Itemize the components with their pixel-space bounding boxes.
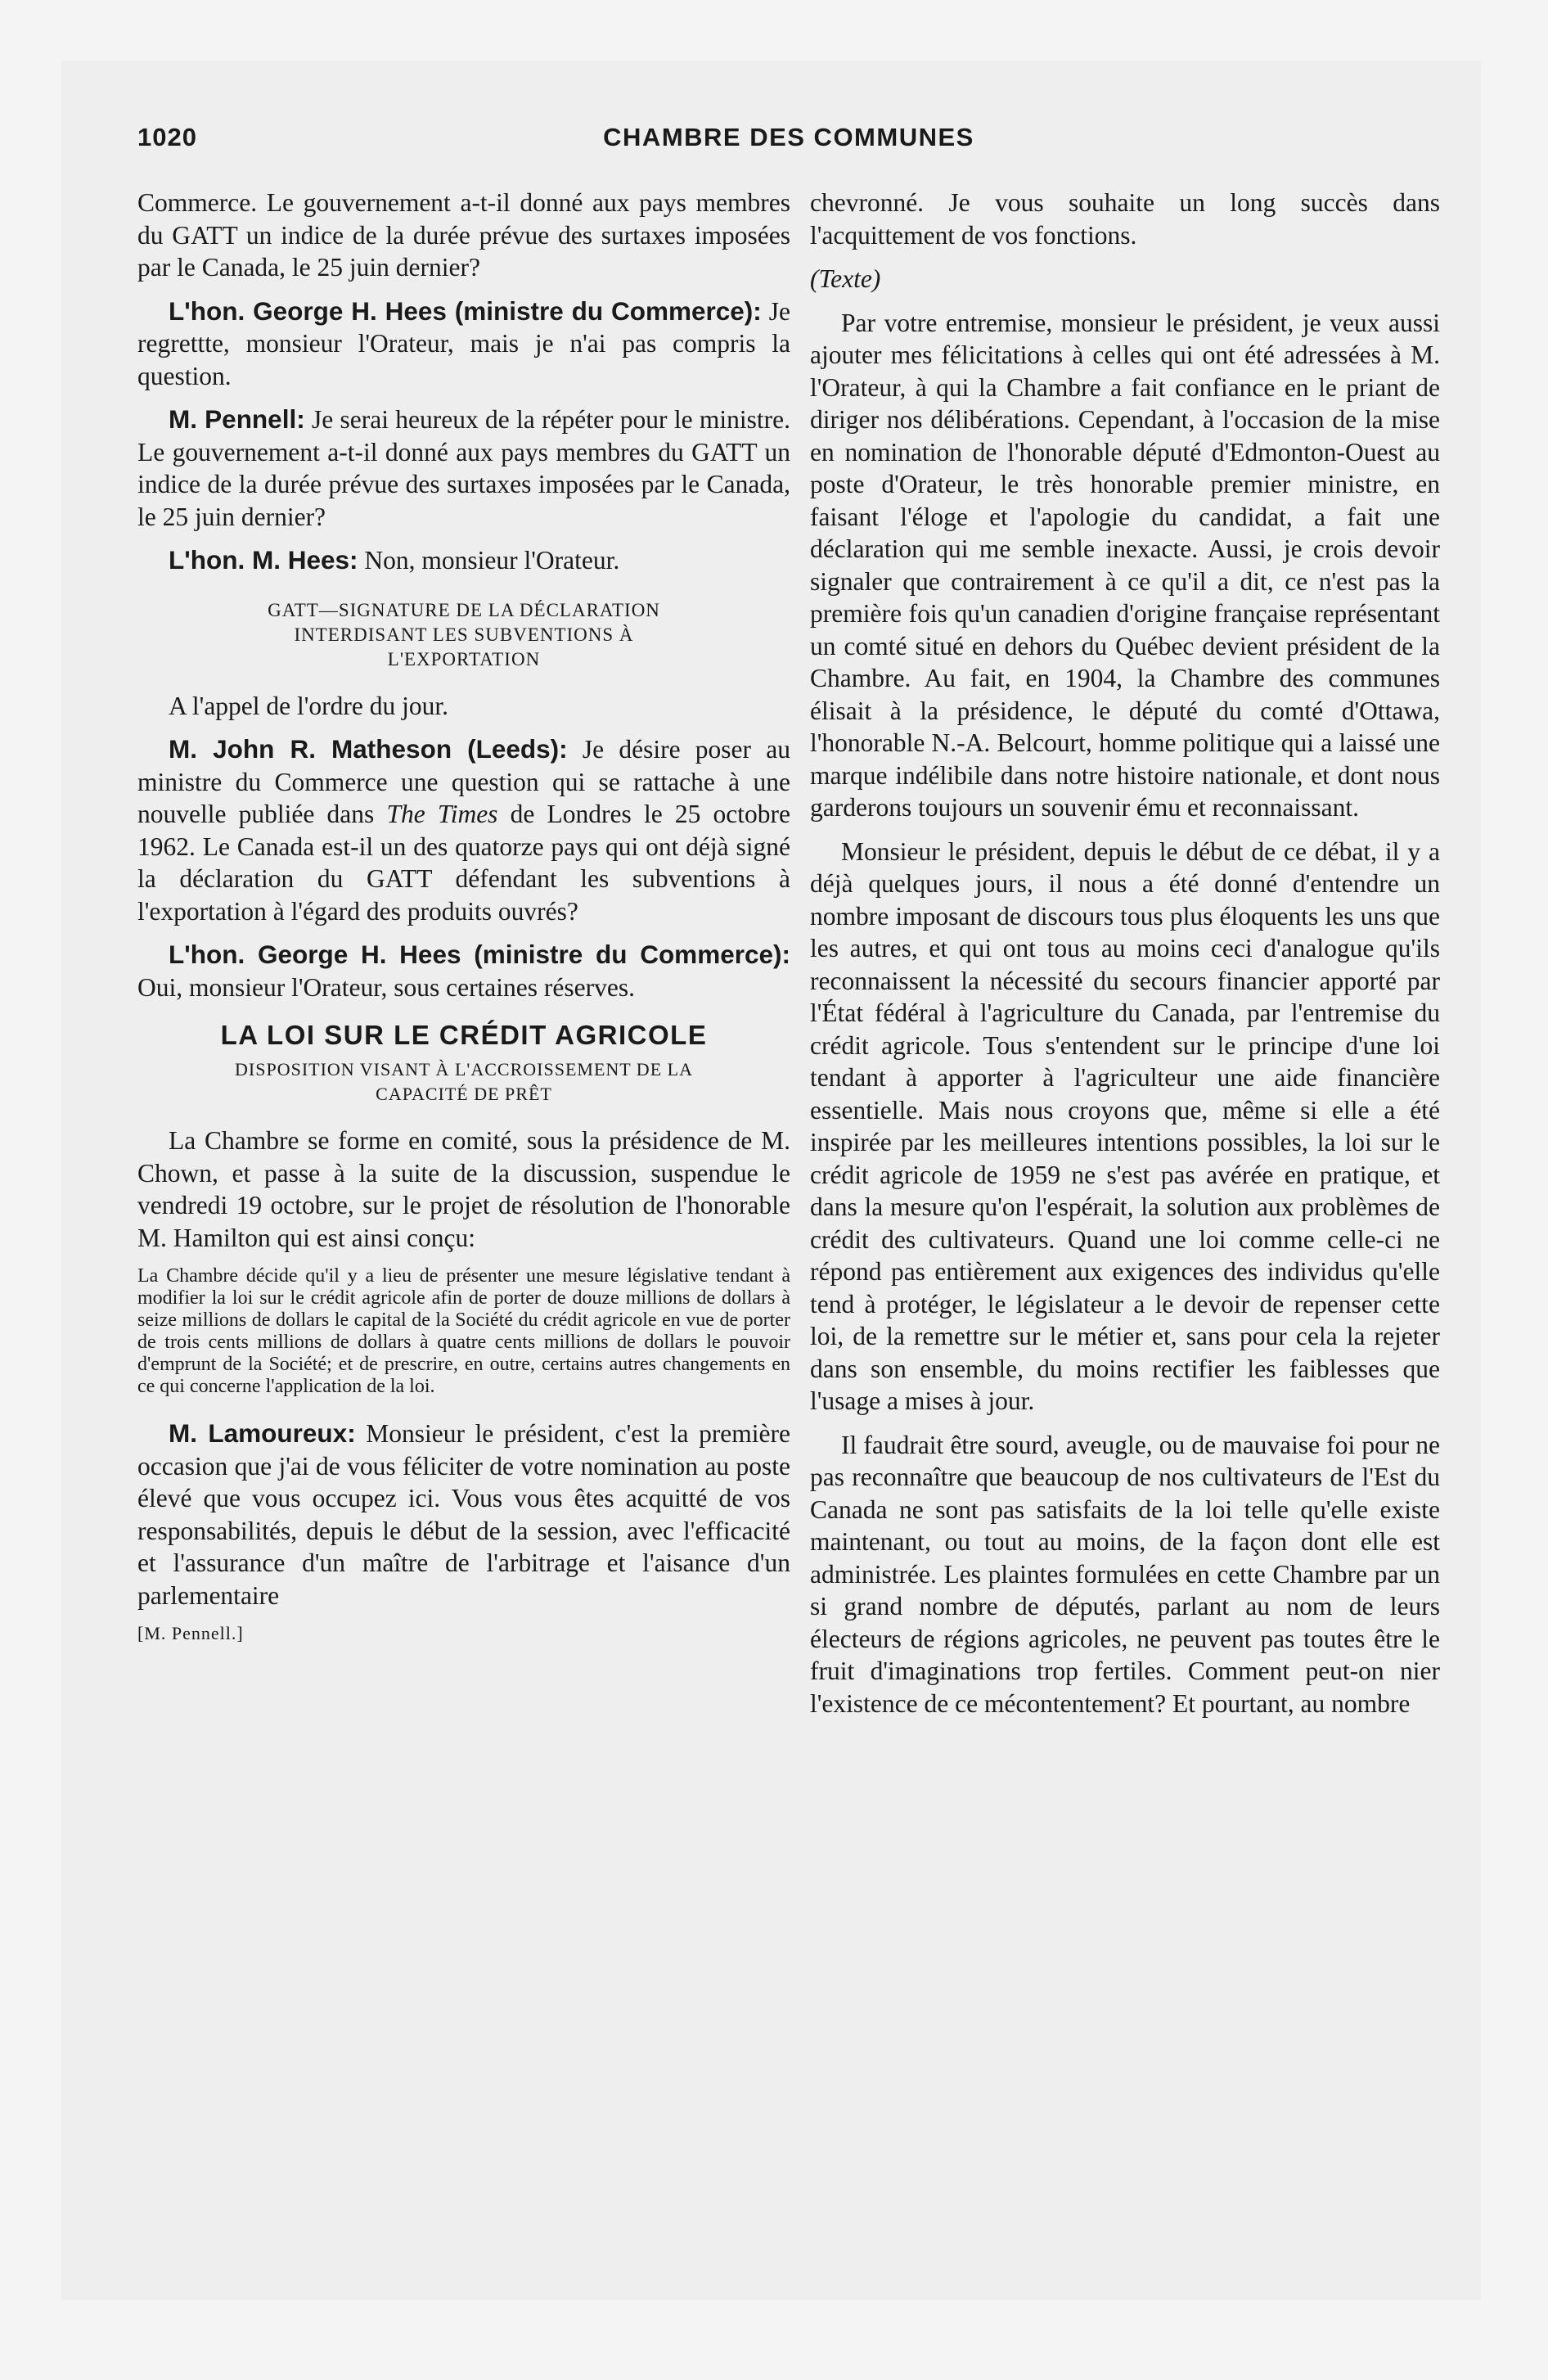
left-paragraph-2 [137, 295, 790, 393]
section-heading-gatt [137, 598, 790, 672]
right-column [810, 187, 1440, 1731]
heading-line: CAPACITÉ DE PRÊT [376, 1084, 552, 1104]
resolution-quote: La Chambre décide qu'il y a lieu de présenter une mesure législative tendant à modifier la loi sur le crédit agricole afin de porter de douze millions de dollars à seize millions de dollars le capital de la Société du crédit agricole en vue de porter de trois cents millions de dollars à quatre cents millions de dollars le pouvoir d'emprunt de la Société; et de prescrire, en outre, certains autres changements en ce qui concerne l'application de la loi. [137, 1265, 790, 1397]
right-paragraph-1: chevronné. Je vous souhaite un long succès dans l'acquittement de vos fonctions. [810, 188, 1440, 250]
left-paragraph-8: La Chambre se forme en comité, sous la présidence de M. Chown, et passe à la suite de la discussion, suspendue le vendredi 19 octobre, sur le projet de résolution de l'honorable M. Hamilton qui est ainsi conçu: [137, 1126, 790, 1252]
page-header [137, 123, 1440, 174]
left-paragraph-1: Commerce. Le gouvernement a-t-il donné aux pays membres du GATT un indice de la durée prévue des surtaxes imposées par le Canada, le 25 juin dernier? [137, 188, 790, 282]
speech-text: Non, monsieur l'Orateur. [358, 546, 620, 575]
page-number: 1020 [137, 123, 197, 151]
speaker-name: L'hon. George H. Hees (ministre du Commerce): [169, 940, 790, 969]
left-paragraph-9 [137, 1418, 790, 1611]
speech-text: Monsieur le président, c'est la première occasion que j'ai de vous féliciter de votre nomination au poste élevé que vous occupez ici. Vous vous êtes acquitté de vos responsabilités, depuis le début de la session, avec l'efficacité et l'assurance d'un maître de l'arbitrage et l'aisance d'un parlementaire [137, 1419, 790, 1610]
left-column [137, 187, 790, 1644]
right-paragraph-4: Il faudrait être sourd, aveugle, ou de mauvaise foi pour ne pas reconnaître que beaucoup de nos cultivateurs de l'Est du Canada ne sont pas satisfaits de la loi telle qu'elle existe maintenant, ou tout au moins, de la façon dont elle est administrée. Les plaintes formulées en cette Chambre par un si grand nombre de députés, parlant au nom de leurs électeurs de régions agricoles, ne peuvent pas toutes être le fruit d'imaginations trop fertiles. Comment peut-on nier l'existence de ce mécontentement? Et pourtant, au nombre [810, 1430, 1440, 1718]
left-paragraph-6 [137, 733, 790, 927]
newspaper-title: The Times [386, 800, 498, 828]
speaker-name: M. John R. Matheson (Leeds): [169, 734, 568, 764]
hansard-page [137, 123, 1440, 2267]
left-paragraph-5: A l'appel de l'ordre du jour. [169, 691, 449, 720]
left-paragraph-7 [137, 939, 790, 1003]
speech-text: Je serai heureux de la répéter pour le ministre. Le gouvernement a-t-il donné aux pays membres du GATT un indice de la durée prévue des surtaxes imposées par le Canada, le 25 juin dernier? [137, 405, 790, 531]
right-paragraph-3: Monsieur le président, depuis le début de ce débat, il y a déjà quelques jours, il nous a été donné d'entendre un nombre imposant de discours tous plus éloquents les uns que les autres, et qui ont tous au moins ceci d'analogue qu'ils reconnaissent la nécessité du secours financier apporté par l'État fédéral à l'agriculture du Canada, par l'entremise du crédit agricole. Tous s'entendent sur le principe d'une loi tendant à apporter à l'agriculteur une aide financière essentielle. Mais nous croyons que, même si elle a été inspirée par les meilleures intentions possibles, la loi sur le crédit agricole de 1959 ne s'est pas avérée en pratique, et dans la mesure qu'on l'espérait, la solution aux problèmes de crédit des cultivateurs. Quand une loi comme celle-ci ne répond pas entièrement aux exigences des individus qu'elle tend à protéger, le législateur a le devoir de repenser cette loi, de la remettre sur le métier et, sans pour cela la rejeter dans son ensemble, du moins rectifier les faiblesses que l'usage a mises à jour. [810, 836, 1440, 1415]
speaker-name: M. Pennell: [169, 404, 305, 434]
left-paragraph-3 [137, 403, 790, 533]
heading-line: GATT—SIGNATURE DE LA DÉCLARATION [268, 599, 660, 620]
heading-line: L'EXPORTATION [387, 648, 541, 669]
speaker-name: L'hon. George H. Hees (ministre du Commerce): [169, 295, 762, 326]
speech-text: de Londres le 25 octobre 1962. Le Canada est-il un des quatorze pays qui ont déjà signé la déclaration du GATT défendant les subventions à l'exportation à l'égard des produits ouvrés? [137, 800, 791, 926]
heading-line: INTERDISANT LES SUBVENTIONS À [294, 624, 634, 645]
right-paragraph-2: Par votre entremise, monsieur le président, je veux aussi ajouter mes félicitations à celles qui ont été adressées à M. l'Orateur, à qui la Chambre a fait confiance en le priant de diriger nos délibérations. Cependant, à l'occasion de la mise en nomination de l'honorable député d'Edmonton-Ouest au poste d'Orateur, le très honorable premier ministre, en faisant l'éloge et l'apologie du candidat, a fait une déclaration qui me semble inexacte. Aussi, je crois devoir signaler que contrairement à ce qu'il a dit, ce n'est pas la première fois qu'un canadien d'origine française représentant un comté situé en dehors du Québec devient président de la Chambre. Au fait, en 1904, la Chambre des communes élisait à la présidence, le député du comté d'Ottawa, l'honorable N.-A. Belcourt, homme politique qui a laissé une marque indélibile dans notre histoire nationale, et dont nous garderons toujours un souvenir ému et reconnaissant. [810, 308, 1440, 822]
speech-text: Je regrettte, monsieur l'Orateur, mais je n'ai pas compris la question. [137, 296, 790, 390]
language-marker: (Texte) [810, 264, 881, 293]
speech-text: Je désire poser au ministre du Commerce une question qui se rattache à une nouvelle publiée dans [137, 735, 790, 828]
section-subheading [137, 1057, 790, 1107]
section-heading-credit-agricole: LA LOI SUR LE CRÉDIT AGRICOLE [220, 1020, 708, 1050]
left-paragraph-4 [137, 544, 790, 577]
running-title: CHAMBRE DES COMMUNES [603, 123, 974, 151]
column-footer-attribution: [M. Pennell.] [137, 1623, 244, 1643]
speaker-name: L'hon. M. Hees: [169, 545, 358, 575]
heading-line: DISPOSITION VISANT À L'ACCROISSEMENT DE LA [235, 1059, 693, 1080]
speech-text: Oui, monsieur l'Orateur, sous certaines réserves. [137, 972, 635, 1002]
speaker-name: M. Lamoureux: [169, 1418, 356, 1448]
